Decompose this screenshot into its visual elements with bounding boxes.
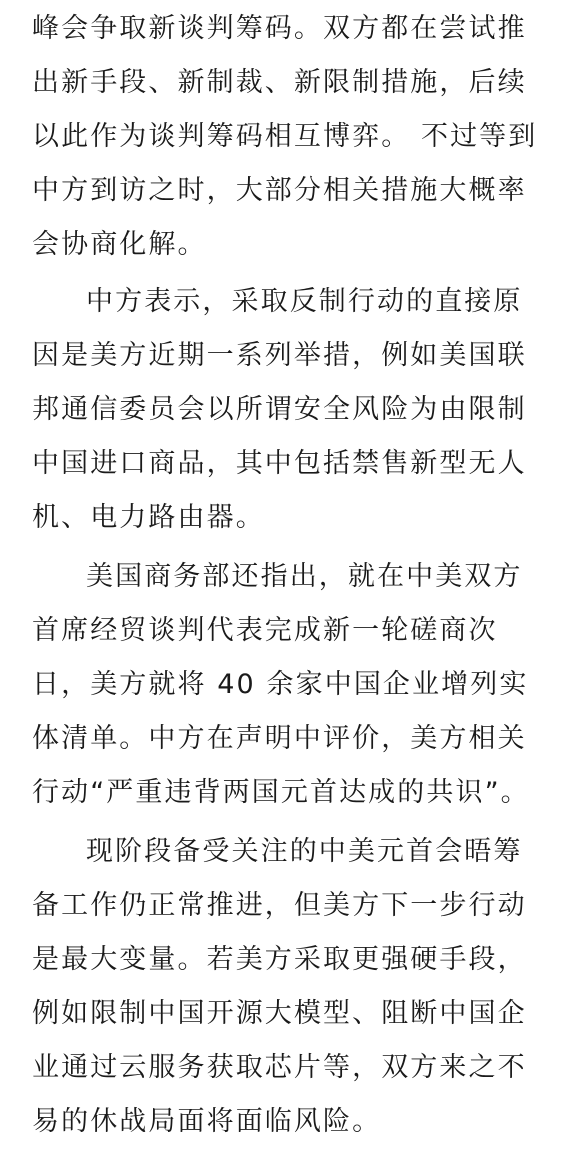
paragraph-2-line-1: 中方表示，采取反制行动的直接原 [86,286,523,317]
paragraph-3-line-5: 行动“严重违背两国元首达成的共识”。 [32,777,530,808]
paragraph-4-line-1: 现阶段备受关注的中美元首会晤筹 [86,836,523,867]
paragraph-3-line-1: 美国商务部还指出，就在中美双方 [86,561,523,592]
paragraph-1-line-1: 峰会争取新谈判筹码。双方都在尝试推 [32,13,527,44]
paragraph-3-line-2: 首席经贸谈判代表完成新一轮磋商次 [32,615,498,646]
paragraph-3-line-4: 体清单。中方在声明中评价，美方相关 [32,723,527,754]
paragraph-2-line-4: 中国进口商品，其中包括禁售新型无人 [32,448,527,479]
paragraph-1-line-5: 会协商化解。 [32,229,207,260]
paragraph-4-line-6: 易的休战局面将面临风险。 [32,1106,382,1137]
paragraph-4-line-3: 是最大变量。若美方采取更强硬手段， [32,944,527,975]
paragraph-1-line-2: 出新手段、新制裁、新限制措施，后续 [32,67,527,98]
paragraph-3-line-3: 日，美方就将 40 余家中国企业增列实 [32,669,529,700]
paragraph-1-line-4: 中方到访之时，大部分相关措施大概率 [32,175,527,206]
paragraph-2-line-5: 机、电力路由器。 [32,502,265,533]
paragraph-4-line-5: 业通过云服务获取芯片等，双方来之不 [32,1052,527,1083]
paragraph-1-line-3: 以此作为谈判筹码相互博弈。 不过等到 [32,121,538,152]
paragraph-2-line-3: 邦通信委员会以所谓安全风险为由限制 [32,394,527,425]
paragraph-4-line-4: 例如限制中国开源大模型、阻断中国企 [32,998,527,1029]
paragraph-4-line-2: 备工作仍正常推进，但美方下一步行动 [32,890,527,921]
paragraph-2-line-2: 因是美方近期一系列举措，例如美国联 [32,340,527,371]
